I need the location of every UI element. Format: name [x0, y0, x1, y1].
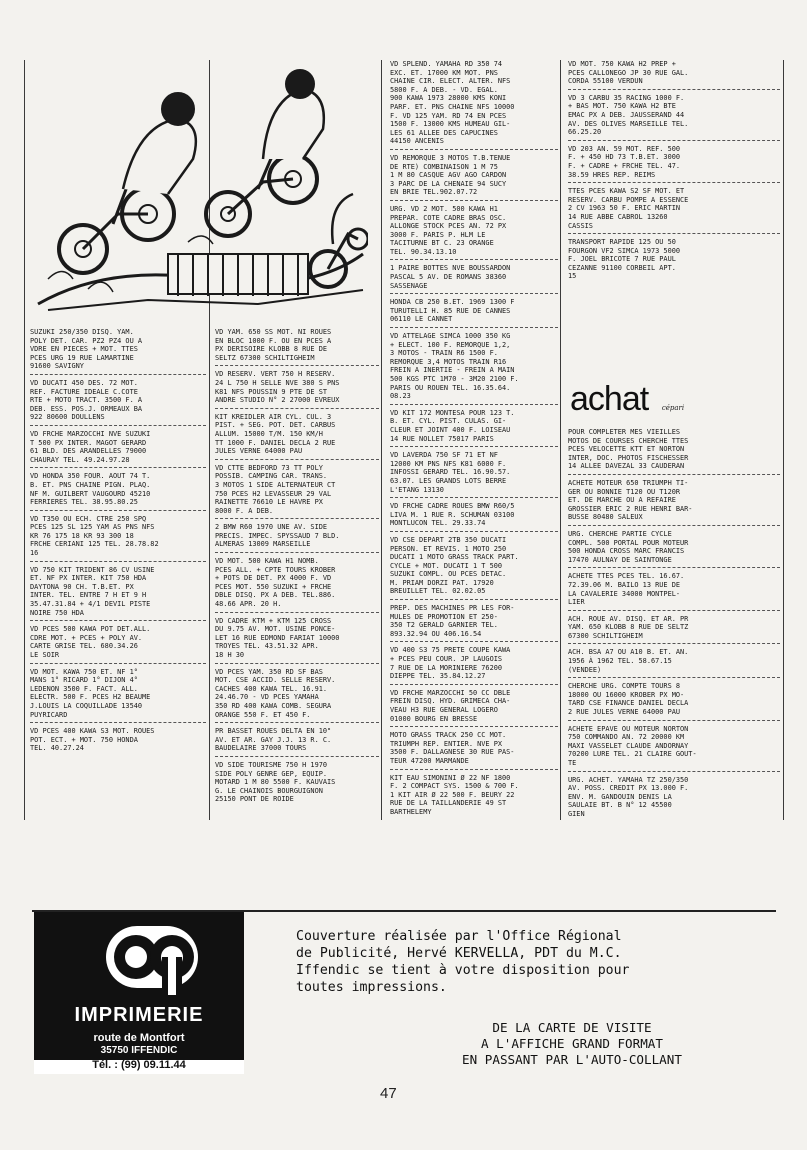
classified-ad: HONDA CB 250 B.ET. 1969 1300 F TURUTELLI H. 85 RUE DE CANNES 06110 LE CANNET — [390, 298, 515, 324]
classified-ad: KIT KREIDLER AIR CYL. CUL. 3 PIST. + SEG. POT. DET. CARBUS ALLUM. 15000 T/M. 150 KM/H TT 1000 F. DANIEL DECLA 2 RUE JULES VERNE 64000 PAU — [215, 412, 336, 456]
classified-ad: VD YAM. 650 SS MOT. NI ROUES EN BLOC 1000 F. OU EN PCES A PX DERISOIRE KLOBB 8 RUE DE SELTZ 67300 SCHILTIGHEIM — [215, 328, 332, 362]
classified-ad: URG. ACHET. YAMAHA TZ 250/350 AV. POSS. CREDIT PX 13.000 F. ENV. M. GANDOUIN DENIS LA SAULAIE BT. B N° 12 45500 GIEN — [568, 775, 689, 818]
motocross-cartoon-illustration — [28, 64, 368, 316]
imprimerie-tel-text: Tél. : (99) 09.11.44 — [92, 1059, 186, 1071]
column-4-top — [568, 60, 780, 290]
classified-ad: VD SIDE TOURISME 750 H 1970 SIDE POLY GENRE GEP, EQUIP. MOTARD 1 M 80 5500 F. KAUVAIS G. LE CHAINOIS BOURGUIGNON 25150 PONT DE ROIDE — [215, 760, 336, 804]
classified-ad: VD MOT. 500 KAWA H1 NOMB. PCES ALL. + CPTE TOURS KROBER + POTS DE DET. PX 4000 F. VD PCES MOT. 550 SUZUKI + FRCHE DBLE DISQ. PX A DEB. TEL.886. 48.66 APR. 20 H. — [215, 557, 336, 609]
classified-ad: SUZUKI 250/350 DISQ. YAM. POLY DET. CAR. PZ2 PZ4 OU A VDRE EN PIECES + MOT. TTES PCES URG 19 RUE LAMARTINE 91600 SAVIGNY — [30, 328, 143, 371]
column-rule-3 — [560, 60, 561, 820]
column-2 — [215, 328, 379, 828]
classified-ad: VD KIT 172 MONTESA POUR 123 T. B. ET. CYL. PIST. CULAS. GI- CLEUR ET JOINT 400 F. LOISEAU 14 RUE NOLLET 75017 PARIS — [390, 408, 515, 443]
classified-ad: VD HONDA 350 FOUR. AOUT 74 T. B. ET. PNS CHAINE PIGN. PLAQ. NF M. GUILBERT VAUGOURD 45210 FERRIERES TEL. 38.95.80.25 — [30, 472, 151, 507]
classified-ad: TRANSPORT RAPIDE 125 OU 50 FOURGON VF2 SIMCA 1973 5000 F. JOEL BRICOTE 7 RUE PAUL CEZANNE 91100 CORBEIL APT. 15 — [568, 238, 681, 281]
classified-ad: ACHETE TTES PCES TEL. 16.67. 72.39.06 M. BAILO 13 RUE DE LA CAVALERIE 34000 MONTPEL- LIER — [568, 572, 685, 607]
classified-ad: VD T350 OU ECH. CTRE 250 SPQ PCES 125 SL 125 YAM AS PNS NFS KR 76 175 18 KR 93 300 18 FRCHE CERIANI 125 TEL. 28.78.82 16 — [30, 514, 159, 558]
classified-ad: VD MOT. KAWA 750 ET. NF 1° MANS 1° RICARD 1° DIJON 4° LEDENON 3500 F. FACT. ALL. ELECTR. 500 F. PCES H2 BEAUME J.LOUIS LA COQUILLADE 13540 PUYRICARD — [30, 667, 151, 719]
classified-ad: PREP. DES MACHINES PR LES FOR- MULES DE PROMOTION ET 250- 350 T2 GERALD GARNIER TEL. 893.32.94 OU 406.16.54 — [390, 604, 515, 638]
classified-ad: VD RESERV. VERT 750 H RESERV. 24 L 750 H SELLE NVE 380 S PNS K81 NFS POUSSIN 9 PTE DE ST ANDRE STUDIO N° 2 27000 EVREUX — [215, 370, 340, 405]
column-rule-2 — [381, 60, 382, 820]
classified-ad: 1 PAIRE BOTTES NVE BOUSSARDON PASCAL 5 AV. DE ROMANS 38360 SASSENAGE — [390, 264, 511, 290]
op-logo-icon — [34, 912, 244, 1002]
classified-ad: VD FRCHE CADRE ROUES BMW R60/5 LIVA M. 1 RUE R. SCHUMAN 03100 MONTLUCON TEL. 29.33.74 — [390, 502, 515, 528]
classified-ad: CHERCHE URG. COMPTE TOURS 8 18000 OU 16000 KROBER PX MO- TARD CSE FINANCE DANIEL DECLA 2 RUE JULES VERNE 64000 PAU — [568, 682, 689, 717]
classified-ad: VD 750 KIT TRIDENT 86 CV USINE ET. NF PX INTER. KIT 750 HDA DAYTONA 90 CH. T.B.ET. PX INTER. TEL. ENTRE 7 H ET 9 H 35.47.31.84 + 4/1 DEVIL PISTE NOIRE 750 HDA — [30, 565, 155, 617]
classified-ad: VD PCES 400 KAWA S3 MOT. ROUES POT. ECT. + MOT. 750 HONDA TEL. 40.27.24 — [30, 727, 155, 753]
classified-ad: ACHETE MOTEUR 650 TRIUMPH TI- GER OU BONNIE T120 OU T120R ET. DE MARCHE OU A REFAIRE GROSSIER ERIC 2 RUE HENRI BAR- BUSSE 80480 SALEUX — [568, 478, 693, 522]
imprimerie-city: 35750 IFFENDIC — [100, 1045, 178, 1056]
imprimerie-label: IMPRIMERIE — [74, 1004, 204, 1026]
column-4-bottom — [568, 428, 780, 828]
classified-ad: VD REMORQUE 3 MOTOS T.B.TENUE DE RTE) COMBINAISON 1 M 75 1 M 80 CASQUE AGV AGO CARDON 3 PARC DE LA CHENAIE 94 SUCY EN BRIE TEL.902.07.72 — [390, 153, 511, 197]
classified-ad: VD CADRE KTM + KTM 125 CROSS DU 9.75 AV. MOT. USINE PONCE- LET 16 RUE EDMOND FARIAT 10000 TROYES TEL. 43.51.32 APR. 18 H 30 — [215, 616, 340, 659]
classified-ad: ACHETE EPAVE OU MOTEUR NORTON 750 COMMANDO AN. 72 20000 KM MAXI VASSELET CLAUDE ANDORNAY 70200 LURE TEL. 21 CLAIRE GOUT- TE — [568, 724, 697, 767]
classified-ad: 2 BMW R60 1970 UNE AV. SIDE PRECIS. IMPEC. SPYSSAUD 7 BLD. ALMERAS 13009 MARSEILLE — [215, 523, 340, 549]
classified-ad: VD 203 AN. 59 MOT. REF. 500 F. + 450 HD 73 T.B.ET. 3000 F. + CADRE + FRCHE TEL. 47. 38.59 HRES REP. REIMS — [568, 144, 681, 179]
classified-ad: PR BASSET ROUES DELTA EN 10" AV. ET AR. GAY J.J. 13 R. C. BAUDELAIRE 37000 TOURS — [215, 727, 332, 753]
classified-ad: VD PCES 500 KAWA POT DET.ALL. CDRE MOT. + PCES + POLY AV. CARTE GRISE TEL. 680.34.26 LE SOIR — [30, 625, 151, 659]
classified-ad: ACH. ROUE AV. DISQ. ET AR. PR YAM. 650 KLOBB 8 RUE DE SELTZ 67300 SCHILTIGHEIM — [568, 614, 689, 640]
classified-ad: URG. VD 2 MOT. 500 KAWA H1 PREPAR. COTE CADRE BRAS OSC. ALLONGE STOCK PCES AN. 72 PX 3000 F. PARIS P. HLM LE TACITURNE BT C. 23 ORANGE TEL. 90.34.13.10 — [390, 204, 507, 256]
classified-ad: VD CTTE BEDFORD 73 TT POLY POSSIB. CAMPING CAR. TRANS. 3 MOTOS 1 SIDE ALTERNATEUR CT 750 PCES H2 LEVASSEUR 29 VAL RAINETTE 76610 LE HAVRE PX 8000 F. A DEB. — [215, 463, 336, 515]
classified-ad: VD FRCHE MARZOCCHI NVE SUZUKI T 500 PX INTER. MAGOT GERARD 61 BLD. DES ARANDELLES 79000 CHAURAY TEL. 49.24.97.28 — [30, 429, 151, 464]
achat-title: achat — [570, 380, 649, 418]
office-publicity-text: Couverture réalisée par l'Office Régional de Publicité, Hervé KERVELLA, PDT du M.C. Iffendic se tient à votre disposition pour toutes impressions. — [296, 929, 630, 995]
classified-ad: VD FRCHE MARZOCCHI 50 CC DBLE FREIN DISQ. HYD. GRIMECA CHA- VEAU H3 RUE GENERAL LOGERO 01000 BOURG EN BRESSE — [390, 688, 511, 723]
carte-visite-text: DE LA CARTE DE VISITE A L'AFFICHE GRAND FORMAT EN PASSANT PAR L'AUTO-COLLANT — [462, 1020, 682, 1067]
imprimerie-street: route de Montfort — [93, 1032, 185, 1044]
classified-ad: VD DUCATI 450 DES. 72 MOT. REF. FACTURE IDEALE C.COTE RTE + MOTO TRACT. 3500 F. A DEB. ESS. POS.J. ORMEAUX BA 922 80600 DOULLENS — [30, 378, 143, 422]
classified-ad: TTES PCES KAWA S2 SF MOT. ET RESERV. CARBU POMPE A ESSENCE 2 CV 1963 50 F. ERIC MARTIN 14 RUE ABBE CABROL 13260 CASSIS — [568, 187, 689, 230]
page-number: 47 — [380, 1085, 397, 1102]
column-1 — [30, 328, 206, 828]
classified-ad: VD LAVERDA 750 SF 71 ET NF 12000 KM PNS NFS K81 6000 F. INFOSSI GERARD TEL. 16.90.57. 63.07. LES GRANDS LOTS BERRE L'ETANG 13130 — [390, 451, 511, 494]
classified-ad: VD SPLEND. YAMAHA RD 350 74 EXC. ET. 17000 KM MOT. PNS CHAINE CIR. ELECT. ALTER. NFS 5800 F. A DEB. - VD. EGAL. 900 KAWA 1973 28000 KMS KONI PARF. ET. PNS CHAINE NFS 10000 F. VD 125 YAM. RD 74 EN PCES 1500 F. 13000 KMS HUMEAU GIL- LES 61 ALLEE DES CAPUCINES 44150 ANCENIS — [390, 60, 515, 146]
classified-ad: VD MOT. 750 KAWA H2 PREP + PCES CALLONEGO JP 30 RUE GAL. CORDA 55100 VERDUN — [568, 60, 689, 86]
column-rule-left — [24, 60, 25, 820]
classified-ad: VD 3 CARBU 35 RACING 1000 F. + BAS MOT. 750 KAWA H2 BTE EMAC PX A DEB. JAUSSERAND 44 AV. DES OLIVES MARSEILLE TEL. 66.25.20 — [568, 93, 689, 137]
achat-subtitle: cépari — [661, 404, 685, 412]
classified-ad: VD CSE DEPART 2TB 350 DUCATI PERSON. ET REVIS. 1 MOTO 250 DUCATI 1 MOTO GRASS TRACK PART. CYCLE + MOT. DUCATI 1 T 500 SUZUKI COMPL. OU PCES DETAC. M. PRIAM DORZI PAT. 17920 BREUILLET TEL. 02.02.05 — [390, 535, 519, 596]
classified-ad: MOTO GRASS TRACK 250 CC MOT. TRIUMPH REP. ENTIER. NVE PX 3500 F. DALLAGNESE 30 RUE PAS- TEUR 47200 MARMANDE — [390, 731, 515, 765]
achat-heading — [570, 380, 684, 419]
column-3 — [390, 60, 558, 820]
logo-text: op — [34, 912, 36, 913]
classified-ad: KIT EAU SIMONINI Ø 22 NF 1800 F. 2 COMPACT SYS. 1500 & 700 F. 1 KIT AIR Ø 22 500 F. BEURY 22 RUE DE LA TAILLANDERIE 49 ST BARTHELEMY — [390, 773, 519, 816]
classified-ad: ACH. BSA A7 OU A10 B. ET. AN. 1956 À 1962 TEL. 58.67.15 (VENDEE) — [568, 648, 689, 674]
classified-ad: VD ATTELAGE SIMCA 1000 350 KG + ELECT. 100 F. REMORQUE 1,2, 3 MOTOS - TRAIN R6 1500 F. REMORQUE 3,4 MOTOS TRAIN R16 FREIN A INERTIE - FREIN A MAIN 500 KGS PTC 1M70 - 3M20 2100 F. PARIS OU ROUEN TEL. 16.35.64. 08.23 — [390, 332, 519, 401]
classified-ad: URG. CHERCHE PARTIE CYCLE COMPL. 500 PORTAL POUR MOTEUR 500 HONDA CROSS MARC FRANCIS 17470 AULNAY DE SAINTONGE — [568, 529, 689, 564]
classified-ad: VD PCES YAM. 350 RD SF BAS MOT. CSE ACCID. SELLE RESERV. CACHES 400 KAWA TEL. 16.91. 24.46.70 - VD PCES YAMAHA 350 RD 400 KAWA COMB. SEGURA ORANGE 550 F. ET 450 F. — [215, 667, 336, 719]
column-rule-right — [783, 60, 784, 820]
classified-ad: VD 400 S3 75 PRETE COUPE KAWA + PCES PEU COUR. JP LAUGOIS 7 RUE DE LA MORINIERE 76200 DIEPPE TEL. 35.84.12.27 — [390, 646, 511, 681]
classified-ad: POUR COMPLETER MES VIEILLES MOTOS DE COURSES CHERCHE TTES PCES VELOCETTE KTT ET NORTON INTER, DOC. PHOTOS FISCHESSER 14 ALLEE DAVEZAL 33 CAUDERAN — [568, 428, 689, 471]
